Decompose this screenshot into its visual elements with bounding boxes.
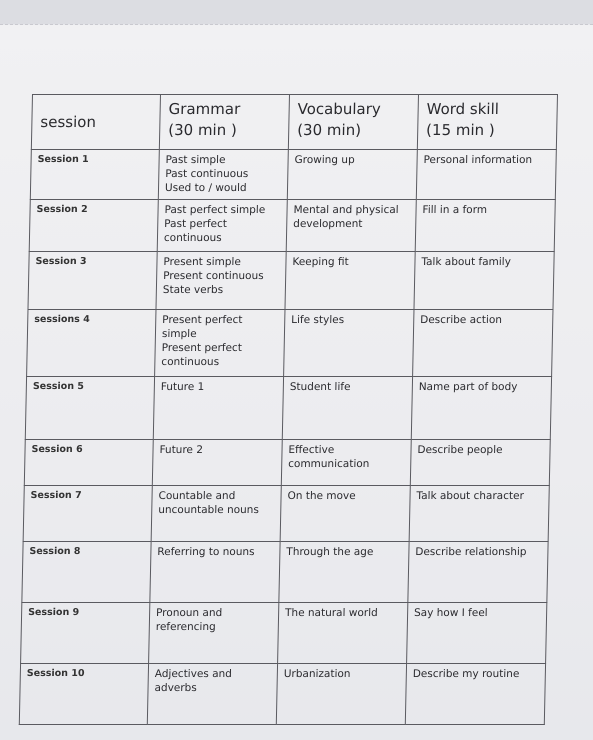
vocabulary-line: The natural world [284,607,378,619]
session-cell: Session 6 [24,440,153,486]
vocabulary-cell [285,252,415,310]
vocabulary-cell [284,310,414,377]
header-vocabulary: Vocabulary (30 min) [288,95,418,150]
word-skill-cell [408,542,548,603]
vocabulary-line: Life styles [291,314,345,326]
vocabulary-line: development [293,218,363,230]
word-skill-line: Describe my routine [412,668,520,680]
grammar-line: Past perfect continuous [163,218,228,244]
grammar-line: Future 1 [160,381,205,393]
vocabulary-line: Mental and physical [293,204,399,216]
session-cell: Session 5 [25,377,154,440]
header-grammar: Grammar (30 min ) [159,95,289,150]
vocabulary-line: Student life [289,381,351,393]
grammar-cell [157,200,287,252]
grammar-line: State verbs [162,284,224,296]
schedule-table [19,94,558,725]
header-session: session [31,95,160,150]
schedule-body [19,150,556,725]
grammar-line: Used to / would [164,182,247,194]
vocabulary-line: Growing up [294,154,355,166]
grammar-line: Present simple [163,256,241,268]
session-cell: sessions 4 [27,310,156,377]
grammar-line: Present continuous [163,270,264,282]
vocabulary-cell [276,664,406,725]
session-cell: Session 1 [30,150,159,200]
grammar-cell [155,310,285,377]
grammar-line: Past continuous [165,168,249,180]
table-row [21,603,547,664]
session-cell: Session 10 [19,664,148,725]
vocabulary-cell [286,200,416,252]
vocabulary-line: Through the age [286,546,374,558]
word-skill-line: Name part of body [418,381,518,393]
grammar-line: Present perfect simple [161,314,243,340]
word-skill-cell [415,200,555,252]
header-row [31,95,557,150]
grammar-line: Present perfect [161,342,243,354]
grammar-cell [149,603,279,664]
grammar-line: Future 2 [159,444,204,456]
grammar-cell [158,150,288,200]
table-row [22,542,548,603]
word-skill-line: Personal information [423,154,533,166]
table-row [25,377,551,440]
grammar-cell [151,486,281,542]
session-cell: Session 2 [29,200,158,252]
grammar-cell [156,252,286,310]
grammar-line: Countable and [158,490,236,502]
session-cell: Session 9 [21,603,150,664]
grammar-line: referencing [155,621,216,633]
vocabulary-cell [278,603,408,664]
grammar-cell [152,440,282,486]
schedule-table-wrapper [19,94,558,724]
vocabulary-cell [280,486,410,542]
vocabulary-line: communication [288,458,370,470]
word-skill-line: Describe action [420,314,503,326]
table-row [30,150,556,200]
table-row [28,252,554,310]
word-skill-cell [410,440,550,486]
table-row [24,440,550,486]
word-skill-cell [416,150,556,200]
vocabulary-line: On the move [287,490,356,502]
header-word-skill: Word skill (15 min ) [417,95,557,150]
grammar-line: Past simple [165,154,226,166]
word-skill-cell [412,310,552,377]
grammar-cell [147,664,277,725]
vocabulary-cell [282,377,412,440]
paper-sheet [0,24,593,740]
table-row [29,200,555,252]
word-skill-line: Describe relationship [415,546,527,558]
word-skill-line: Fill in a form [422,204,488,216]
vocabulary-cell [279,542,409,603]
grammar-line: continuous [161,356,220,368]
session-cell: Session 3 [28,252,157,310]
grammar-cell [153,377,283,440]
vocabulary-line: Keeping fit [292,256,349,268]
word-skill-line: Talk about family [421,256,512,268]
vocabulary-line: Urbanization [283,668,351,680]
table-row [19,664,545,725]
table-row [23,486,549,542]
grammar-line: Adjectives and adverbs [154,668,233,694]
grammar-line: Past perfect simple [164,204,266,216]
session-cell: Session 8 [22,542,151,603]
word-skill-cell [409,486,549,542]
table-row [27,310,553,377]
word-skill-line: Talk about character [416,490,524,502]
word-skill-cell [406,603,546,664]
word-skill-line: Say how I feel [413,607,488,619]
grammar-cell [150,542,280,603]
word-skill-line: Describe people [417,444,503,456]
vocabulary-cell [287,150,417,200]
grammar-line: uncountable nouns [158,504,259,516]
session-cell: Session 7 [23,486,152,542]
vocabulary-line: Effective [288,444,335,456]
grammar-line: Referring to nouns [157,546,255,558]
word-skill-cell [414,252,554,310]
word-skill-cell [411,377,551,440]
grammar-line: Pronoun and [155,607,223,619]
word-skill-cell [405,664,545,725]
vocabulary-cell [281,440,411,486]
